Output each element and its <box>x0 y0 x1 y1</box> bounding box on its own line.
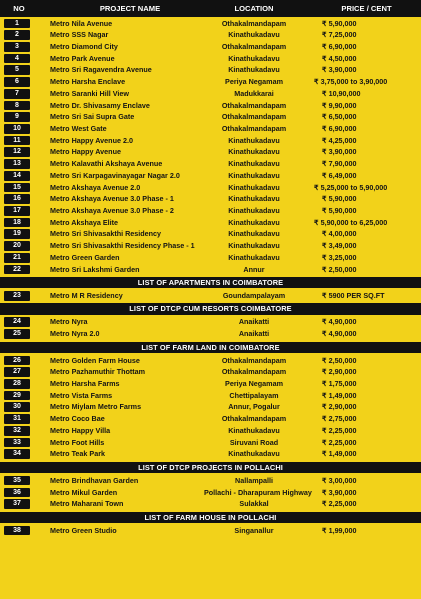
table-row <box>0 217 421 229</box>
project-price: ₹ 3,90,000 <box>322 65 357 75</box>
project-price: ₹ 1,49,000 <box>322 390 357 400</box>
project-name: Metro SSS Nagar <box>50 30 109 40</box>
project-location: Kinathukadavu <box>228 30 280 40</box>
project-name: Metro Akshaya Avenue 2.0 <box>50 182 141 192</box>
project-location: Othakalmandapam <box>221 355 287 365</box>
row-number-badge: 28 <box>4 379 30 389</box>
project-price: ₹ 5,90,000 <box>322 194 357 204</box>
header-project-name: PROJECT NAME <box>99 4 161 13</box>
project-name: Metro Kalavathi Akshaya Avenue <box>50 159 163 169</box>
project-location: Kinathukadavu <box>228 206 280 216</box>
project-price: ₹ 5,90,000 <box>322 18 357 28</box>
project-price: ₹ 1,75,000 <box>322 379 357 389</box>
project-location: Singanallur <box>234 525 274 535</box>
project-location: Goundampalayam <box>222 291 286 301</box>
project-name: Metro Saranki Hill View <box>50 88 129 98</box>
table-row <box>0 378 421 390</box>
project-location: Nallampalli <box>235 475 273 485</box>
project-name: Metro West Gate <box>50 123 107 133</box>
row-number-badge: 10 <box>4 124 30 134</box>
project-price: ₹ 6,90,000 <box>322 123 357 133</box>
project-price: ₹ 2,25,000 <box>322 437 357 447</box>
row-number-badge: 24 <box>4 317 30 327</box>
project-name: Metro Sri Ragavendra Avenue <box>50 65 152 75</box>
project-price: ₹ 3,90,000 <box>322 487 357 497</box>
project-price: ₹ 5900 PER SQ.FT <box>322 291 385 301</box>
row-number-badge: 4 <box>4 54 30 64</box>
project-location: Kinathukadavu <box>228 449 280 459</box>
project-name: Metro Maharani Town <box>50 499 124 509</box>
project-name: Metro Mikul Garden <box>50 487 118 497</box>
table-row <box>0 53 421 65</box>
row-number-badge: 26 <box>4 356 30 366</box>
row-number-badge: 7 <box>4 89 30 99</box>
project-price: ₹ 2,90,000 <box>322 402 357 412</box>
row-number-badge: 11 <box>4 136 30 146</box>
project-location: Othakalmandapam <box>221 367 287 377</box>
row-number-badge: 8 <box>4 101 30 111</box>
project-price: ₹ 6,90,000 <box>322 41 357 51</box>
project-location: Kinathukadavu <box>228 229 280 239</box>
table-row <box>0 498 421 510</box>
row-number-badge: 30 <box>4 402 30 412</box>
project-location: Kinathukadavu <box>228 252 280 262</box>
row-number-badge: 34 <box>4 449 30 459</box>
project-price: ₹ 3,90,000 <box>322 147 357 157</box>
project-price: ₹ 9,90,000 <box>322 100 357 110</box>
project-price: ₹ 3,49,000 <box>322 241 357 251</box>
project-price: ₹ 5,90,000 to 6,25,000 <box>314 217 388 227</box>
table-row <box>0 525 421 537</box>
project-location: Othakalmandapam <box>221 414 287 424</box>
project-location: Kinathukadavu <box>228 135 280 145</box>
row-number-badge: 21 <box>4 253 30 263</box>
section-heading: LIST OF DTCP PROJECTS IN POLLACHI <box>0 462 421 474</box>
table-row <box>0 135 421 147</box>
project-location: Anaikatti <box>238 317 270 327</box>
project-location: Kinathukadavu <box>228 53 280 63</box>
project-location: Pollachi - Dharapuram Highway <box>204 487 312 497</box>
table-row <box>0 146 421 158</box>
project-location: Kinathukadavu <box>228 425 280 435</box>
project-location: Othakalmandapam <box>221 123 287 133</box>
project-name: Metro Vista Farms <box>50 390 113 400</box>
project-location: Kinathukadavu <box>228 194 280 204</box>
row-number-badge: 6 <box>4 77 30 87</box>
project-name: Metro M R Residency <box>50 291 123 301</box>
project-name: Metro Teak Park <box>50 449 105 459</box>
table-header <box>0 0 421 17</box>
project-location: Othakalmandapam <box>221 41 287 51</box>
table-row <box>0 182 421 194</box>
row-number-badge: 14 <box>4 171 30 181</box>
project-location: Periya Negamam <box>225 77 283 87</box>
row-number-badge: 20 <box>4 241 30 251</box>
project-location: Siruvani Road <box>229 437 279 447</box>
row-number-badge: 36 <box>4 488 30 498</box>
table-row <box>0 228 421 240</box>
project-name: Metro Sri Shivasakthi Residency <box>50 229 162 239</box>
project-price: ₹ 10,90,000 <box>322 88 361 98</box>
project-price: ₹ 5,25,000 to 5,90,000 <box>314 182 388 192</box>
row-number-badge: 19 <box>4 229 30 239</box>
row-number-badge: 12 <box>4 147 30 157</box>
project-price: ₹ 4,50,000 <box>322 53 357 63</box>
section-heading: LIST OF DTCP CUM RESORTS COIMBATORE <box>0 303 421 315</box>
project-price: ₹ 1,99,000 <box>322 525 357 535</box>
row-number-badge: 18 <box>4 218 30 228</box>
table-row <box>0 18 421 30</box>
project-name: Metro Happy Villa <box>50 425 111 435</box>
project-location: Kinathukadavu <box>228 217 280 227</box>
project-price: ₹ 4,90,000 <box>322 329 357 339</box>
row-number-badge: 31 <box>4 414 30 424</box>
table-row <box>0 252 421 264</box>
section-heading: LIST OF APARTMENTS IN COIMBATORE <box>0 277 421 289</box>
project-name: Metro Akshaya Avenue 3.0 Phase - 1 <box>50 194 174 204</box>
row-number-badge: 2 <box>4 30 30 40</box>
table-row <box>0 437 421 449</box>
table-row <box>0 366 421 378</box>
project-price: ₹ 3,25,000 <box>322 252 357 262</box>
header-no: NO <box>13 4 25 13</box>
header-price: PRICE / CENT <box>341 4 392 13</box>
table-row <box>0 76 421 88</box>
project-name: Metro Golden Farm House <box>50 355 140 365</box>
project-name: Metro Harsha Enclave <box>50 77 126 87</box>
project-name: Metro Sri Shivasakthi Residency Phase - 1 <box>50 241 195 251</box>
table-row <box>0 448 421 460</box>
project-price: ₹ 5,90,000 <box>322 206 357 216</box>
project-location: Kinathukadavu <box>228 170 280 180</box>
project-name: Metro Foot Hills <box>50 437 105 447</box>
project-price: ₹ 6,50,000 <box>322 112 357 122</box>
project-location: Annur <box>243 264 265 274</box>
project-price: ₹ 4,25,000 <box>322 135 357 145</box>
section-heading: LIST OF FARM HOUSE IN POLLACHI <box>0 512 421 524</box>
project-price: ₹ 2,50,000 <box>322 264 357 274</box>
project-price: ₹ 1,49,000 <box>322 449 357 459</box>
project-name: Metro Nila Avenue <box>50 18 113 28</box>
project-name: Metro Sri Sai Supra Gate <box>50 112 135 122</box>
table-row <box>0 88 421 100</box>
project-name: Metro Akshaya Elite <box>50 217 119 227</box>
project-price: ₹ 3,00,000 <box>322 475 357 485</box>
project-price: ₹ 2,90,000 <box>322 367 357 377</box>
project-name: Metro Dr. Shivasamy Enclave <box>50 100 150 110</box>
project-location: Othakalmandapam <box>221 18 287 28</box>
header-location: LOCATION <box>234 4 274 13</box>
row-number-badge: 23 <box>4 291 30 301</box>
table-row <box>0 158 421 170</box>
table-row <box>0 29 421 41</box>
table-row <box>0 264 421 276</box>
row-number-badge: 27 <box>4 367 30 377</box>
project-name: Metro Brindhavan Garden <box>50 475 139 485</box>
project-price: ₹ 3,75,000 to 3,90,000 <box>314 77 388 87</box>
row-number-badge: 32 <box>4 426 30 436</box>
table-row <box>0 193 421 205</box>
table-row <box>0 64 421 76</box>
project-location: Madukkarai <box>234 88 274 98</box>
project-price: ₹ 7,25,000 <box>322 30 357 40</box>
project-location: Kinathukadavu <box>228 147 280 157</box>
table-row <box>0 487 421 499</box>
project-location: Kinathukadavu <box>228 241 280 251</box>
project-location: Kinathukadavu <box>228 159 280 169</box>
project-name: Metro Coco Bae <box>50 414 105 424</box>
project-price: ₹ 2,25,000 <box>322 425 357 435</box>
row-number-badge: 5 <box>4 65 30 75</box>
project-price: ₹ 2,50,000 <box>322 355 357 365</box>
table-row <box>0 205 421 217</box>
row-number-badge: 35 <box>4 476 30 486</box>
table-row <box>0 111 421 123</box>
row-number-badge: 29 <box>4 391 30 401</box>
table-row <box>0 240 421 252</box>
table-row <box>0 425 421 437</box>
project-price: ₹ 4,00,000 <box>322 229 357 239</box>
row-number-badge: 25 <box>4 329 30 339</box>
table-row <box>0 316 421 328</box>
table-row <box>0 355 421 367</box>
project-location: Othakalmandapam <box>221 100 287 110</box>
project-price: ₹ 7,90,000 <box>322 159 357 169</box>
project-location: Kinathukadavu <box>228 65 280 75</box>
table-row <box>0 328 421 340</box>
project-location: Chettipalayam <box>229 390 279 400</box>
project-name: Metro Miylam Metro Farms <box>50 402 142 412</box>
table-row <box>0 401 421 413</box>
row-number-badge: 22 <box>4 265 30 275</box>
project-price: ₹ 2,75,000 <box>322 414 357 424</box>
project-name: Metro Green Garden <box>50 252 120 262</box>
project-location: Sulakkal <box>239 499 269 509</box>
table-row <box>0 290 421 302</box>
project-name: Metro Happy Avenue <box>50 147 121 157</box>
project-price: ₹ 6,49,000 <box>322 170 357 180</box>
row-number-badge: 16 <box>4 194 30 204</box>
row-number-badge: 1 <box>4 19 30 29</box>
project-location: Othakalmandapam <box>221 112 287 122</box>
project-name: Metro Green Studio <box>50 525 117 535</box>
row-number-badge: 38 <box>4 526 30 536</box>
project-name: Metro Harsha Farms <box>50 379 120 389</box>
row-number-badge: 9 <box>4 112 30 122</box>
project-name: Metro Pazhamuthir Thottam <box>50 367 146 377</box>
table-row <box>0 475 421 487</box>
project-name: Metro Diamond City <box>50 41 118 51</box>
row-number-badge: 37 <box>4 499 30 509</box>
project-name: Metro Nyra 2.0 <box>50 329 100 339</box>
project-name: Metro Nyra <box>50 317 88 327</box>
project-name: Metro Happy Avenue 2.0 <box>50 135 133 145</box>
row-number-badge: 17 <box>4 206 30 216</box>
project-location: Periya Negamam <box>225 379 283 389</box>
project-price: ₹ 4,90,000 <box>322 317 357 327</box>
row-number-badge: 33 <box>4 438 30 448</box>
project-location: Anaikatti <box>238 329 270 339</box>
table-row <box>0 123 421 135</box>
row-number-badge: 15 <box>4 183 30 193</box>
table-row <box>0 390 421 402</box>
table-row <box>0 100 421 112</box>
row-number-badge: 3 <box>4 42 30 52</box>
project-location: Kinathukadavu <box>228 182 280 192</box>
section-heading: LIST OF FARM LAND IN COIMBATORE <box>0 342 421 354</box>
project-name: Metro Sri Karpagavinayagar Nagar 2.0 <box>50 170 180 180</box>
project-location: Annur, Pogalur <box>228 402 280 412</box>
table-row <box>0 413 421 425</box>
table-row <box>0 170 421 182</box>
project-name: Metro Park Avenue <box>50 53 115 63</box>
row-number-badge: 13 <box>4 159 30 169</box>
table-row <box>0 41 421 53</box>
project-name: Metro Sri Lakshmi Garden <box>50 264 140 274</box>
project-name: Metro Akshaya Avenue 3.0 Phase - 2 <box>50 206 174 216</box>
project-price: ₹ 2,25,000 <box>322 499 357 509</box>
